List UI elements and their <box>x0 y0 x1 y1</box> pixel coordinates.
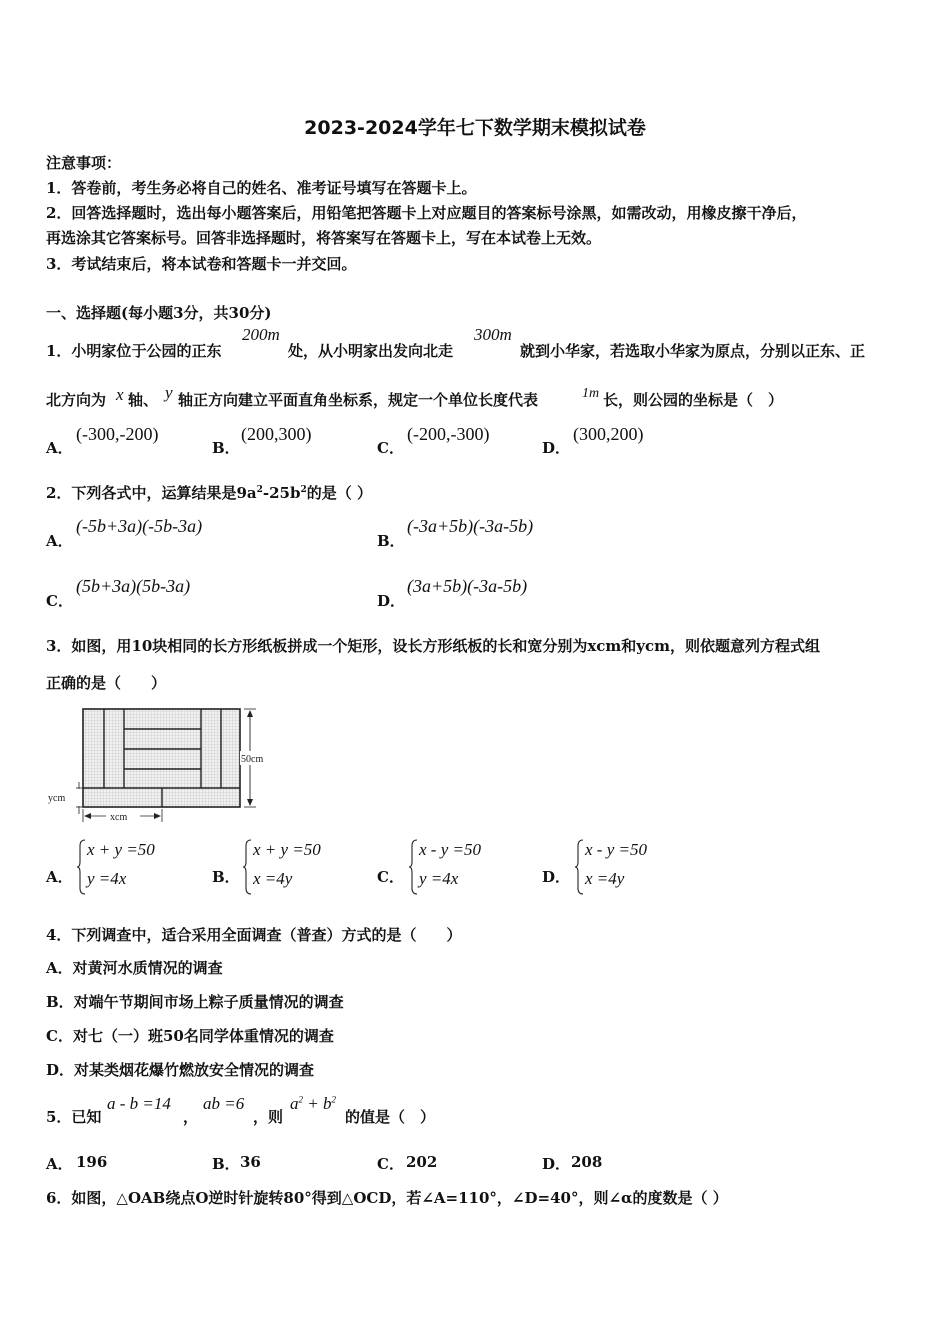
q4-stem: 4．下列调查中，适合采用全面调查（普查）方式的是（ ） <box>46 926 462 944</box>
equation: y =4x <box>419 869 459 888</box>
option-label: B． <box>377 532 405 550</box>
q1-math: 300m <box>474 325 512 344</box>
q5-math: a - b =14 <box>107 1094 171 1113</box>
notice-item: 再选涂其它答案标号。回答非选择题时，将答案写在答题卡上，写在本试卷上无效。 <box>46 229 602 247</box>
equation-system <box>575 838 685 896</box>
q1-text-part: 轴正方向建立平面直角坐标系，规定一个单位长度代表 <box>178 391 539 409</box>
page-title: 2023-2024学年七下数学期末模拟试卷 <box>304 117 646 139</box>
option-label: B． <box>212 1155 240 1173</box>
option-text: D．对某类烟花爆竹燃放安全情况的调查 <box>46 1061 315 1079</box>
equation: x + y =50 <box>87 840 155 859</box>
q1-math: y <box>165 383 173 402</box>
equation: x =4y <box>585 869 625 888</box>
option-text: C．对七（一）班50名同学体重情况的调查 <box>46 1027 334 1045</box>
option-value: (-3a+5b)(-3a-5b) <box>407 516 534 536</box>
q5-text-part: ，则 <box>253 1108 284 1126</box>
q5-text-part: 的值是（ ） <box>345 1108 436 1126</box>
q1-text-part: 1．小明家位于公园的正东 <box>46 342 222 360</box>
length-label: xcm <box>110 812 128 823</box>
option-label: C． <box>377 868 404 886</box>
q5-math: $a^2 + b^2$ <box>290 1094 336 1113</box>
q1-text-part: 长，则公园的坐标是（ ） <box>603 391 784 409</box>
option-value: (-300,-200) <box>76 424 159 444</box>
equation: x - y =50 <box>585 840 647 859</box>
q5-math: ab =6 <box>203 1094 245 1113</box>
q3-stem: 3．如图，用10块相同的长方形纸板拼成一个矩形，设长方形纸板的长和宽分别为xcm和ycm，则依题意列方程式组 <box>46 637 820 655</box>
equation-system <box>409 838 519 896</box>
q1-text-part: 轴、 <box>128 391 159 409</box>
option-label: B． <box>212 439 240 457</box>
notice-item: 1．答卷前，考生务必将自己的姓名、准考证号填写在答题卡上。 <box>46 179 477 197</box>
option-label: A． <box>46 868 73 886</box>
option-label: C． <box>377 1155 404 1173</box>
equation-system <box>243 838 353 896</box>
option-label: A． <box>46 439 73 457</box>
rectangle-tiling-figure <box>46 702 286 824</box>
q5-text-part: ， <box>183 1108 199 1126</box>
q1-text-part: 处，从小明家出发向北走 <box>288 342 454 360</box>
equation-system <box>77 838 187 896</box>
notice-item: 2．回答选择题时，选出每小题答案后，用铅笔把答题卡上对应题目的答案标号涂黑，如需改动，用橡皮擦干净后， <box>46 204 807 222</box>
q1-math: 200m <box>242 325 280 344</box>
option-value: 208 <box>571 1153 603 1171</box>
equation: x + y =50 <box>253 840 321 859</box>
option-label: A． <box>46 1155 73 1173</box>
option-value: 202 <box>406 1153 438 1171</box>
q5-text-part: 5．已知 <box>46 1108 102 1126</box>
option-value: (200,300) <box>241 424 312 444</box>
option-label: A． <box>46 532 73 550</box>
height-label: 50cm <box>241 754 264 765</box>
option-label: D． <box>542 1155 571 1173</box>
option-label: D． <box>542 868 571 886</box>
equation: x =4y <box>253 869 293 888</box>
option-value: 36 <box>240 1153 261 1171</box>
option-value: (5b+3a)(5b-3a) <box>76 576 191 596</box>
q1-text-part: 就到小华家，若选取小华家为原点，分别以正东、正 <box>520 342 866 360</box>
option-label: C． <box>377 439 404 457</box>
option-value: (300,200) <box>573 424 644 444</box>
q6-stem: 6．如图，△OAB绕点O逆时针旋转80°得到△OCD，若∠A=110°，∠D=40°，则∠α的度数是（ ） <box>46 1189 728 1207</box>
option-text: B．对端午节期间市场上粽子质量情况的调查 <box>46 993 344 1011</box>
option-label: D． <box>377 592 406 610</box>
option-label: D． <box>542 439 571 457</box>
option-label: C． <box>46 592 73 610</box>
option-value: (-5b+3a)(-5b-3a) <box>76 516 203 536</box>
option-value: (3a+5b)(-3a-5b) <box>407 576 528 596</box>
equation: x - y =50 <box>419 840 481 859</box>
q1-text-part: 北方向为 <box>46 391 107 409</box>
q2-stem: 2．下列各式中，运算结果是$9a^2-25b^2$的是（ ） <box>46 484 372 502</box>
notice-item: 3．考试结束后，将本试卷和答题卡一并交回。 <box>46 255 357 273</box>
width-label: ycm <box>48 793 66 804</box>
option-value: (-200,-300) <box>407 424 490 444</box>
q3-stem: 正确的是（ ） <box>46 674 167 692</box>
section-heading: 一、选择题(每小题3分，共30分) <box>46 304 272 322</box>
q1-math: 1m <box>582 386 600 401</box>
notice-heading: 注意事项： <box>46 154 122 172</box>
option-text: A．对黄河水质情况的调查 <box>46 959 223 977</box>
option-label: B． <box>212 868 240 886</box>
option-value: 196 <box>76 1153 108 1171</box>
q1-math: x <box>116 385 124 404</box>
equation: y =4x <box>87 869 127 888</box>
